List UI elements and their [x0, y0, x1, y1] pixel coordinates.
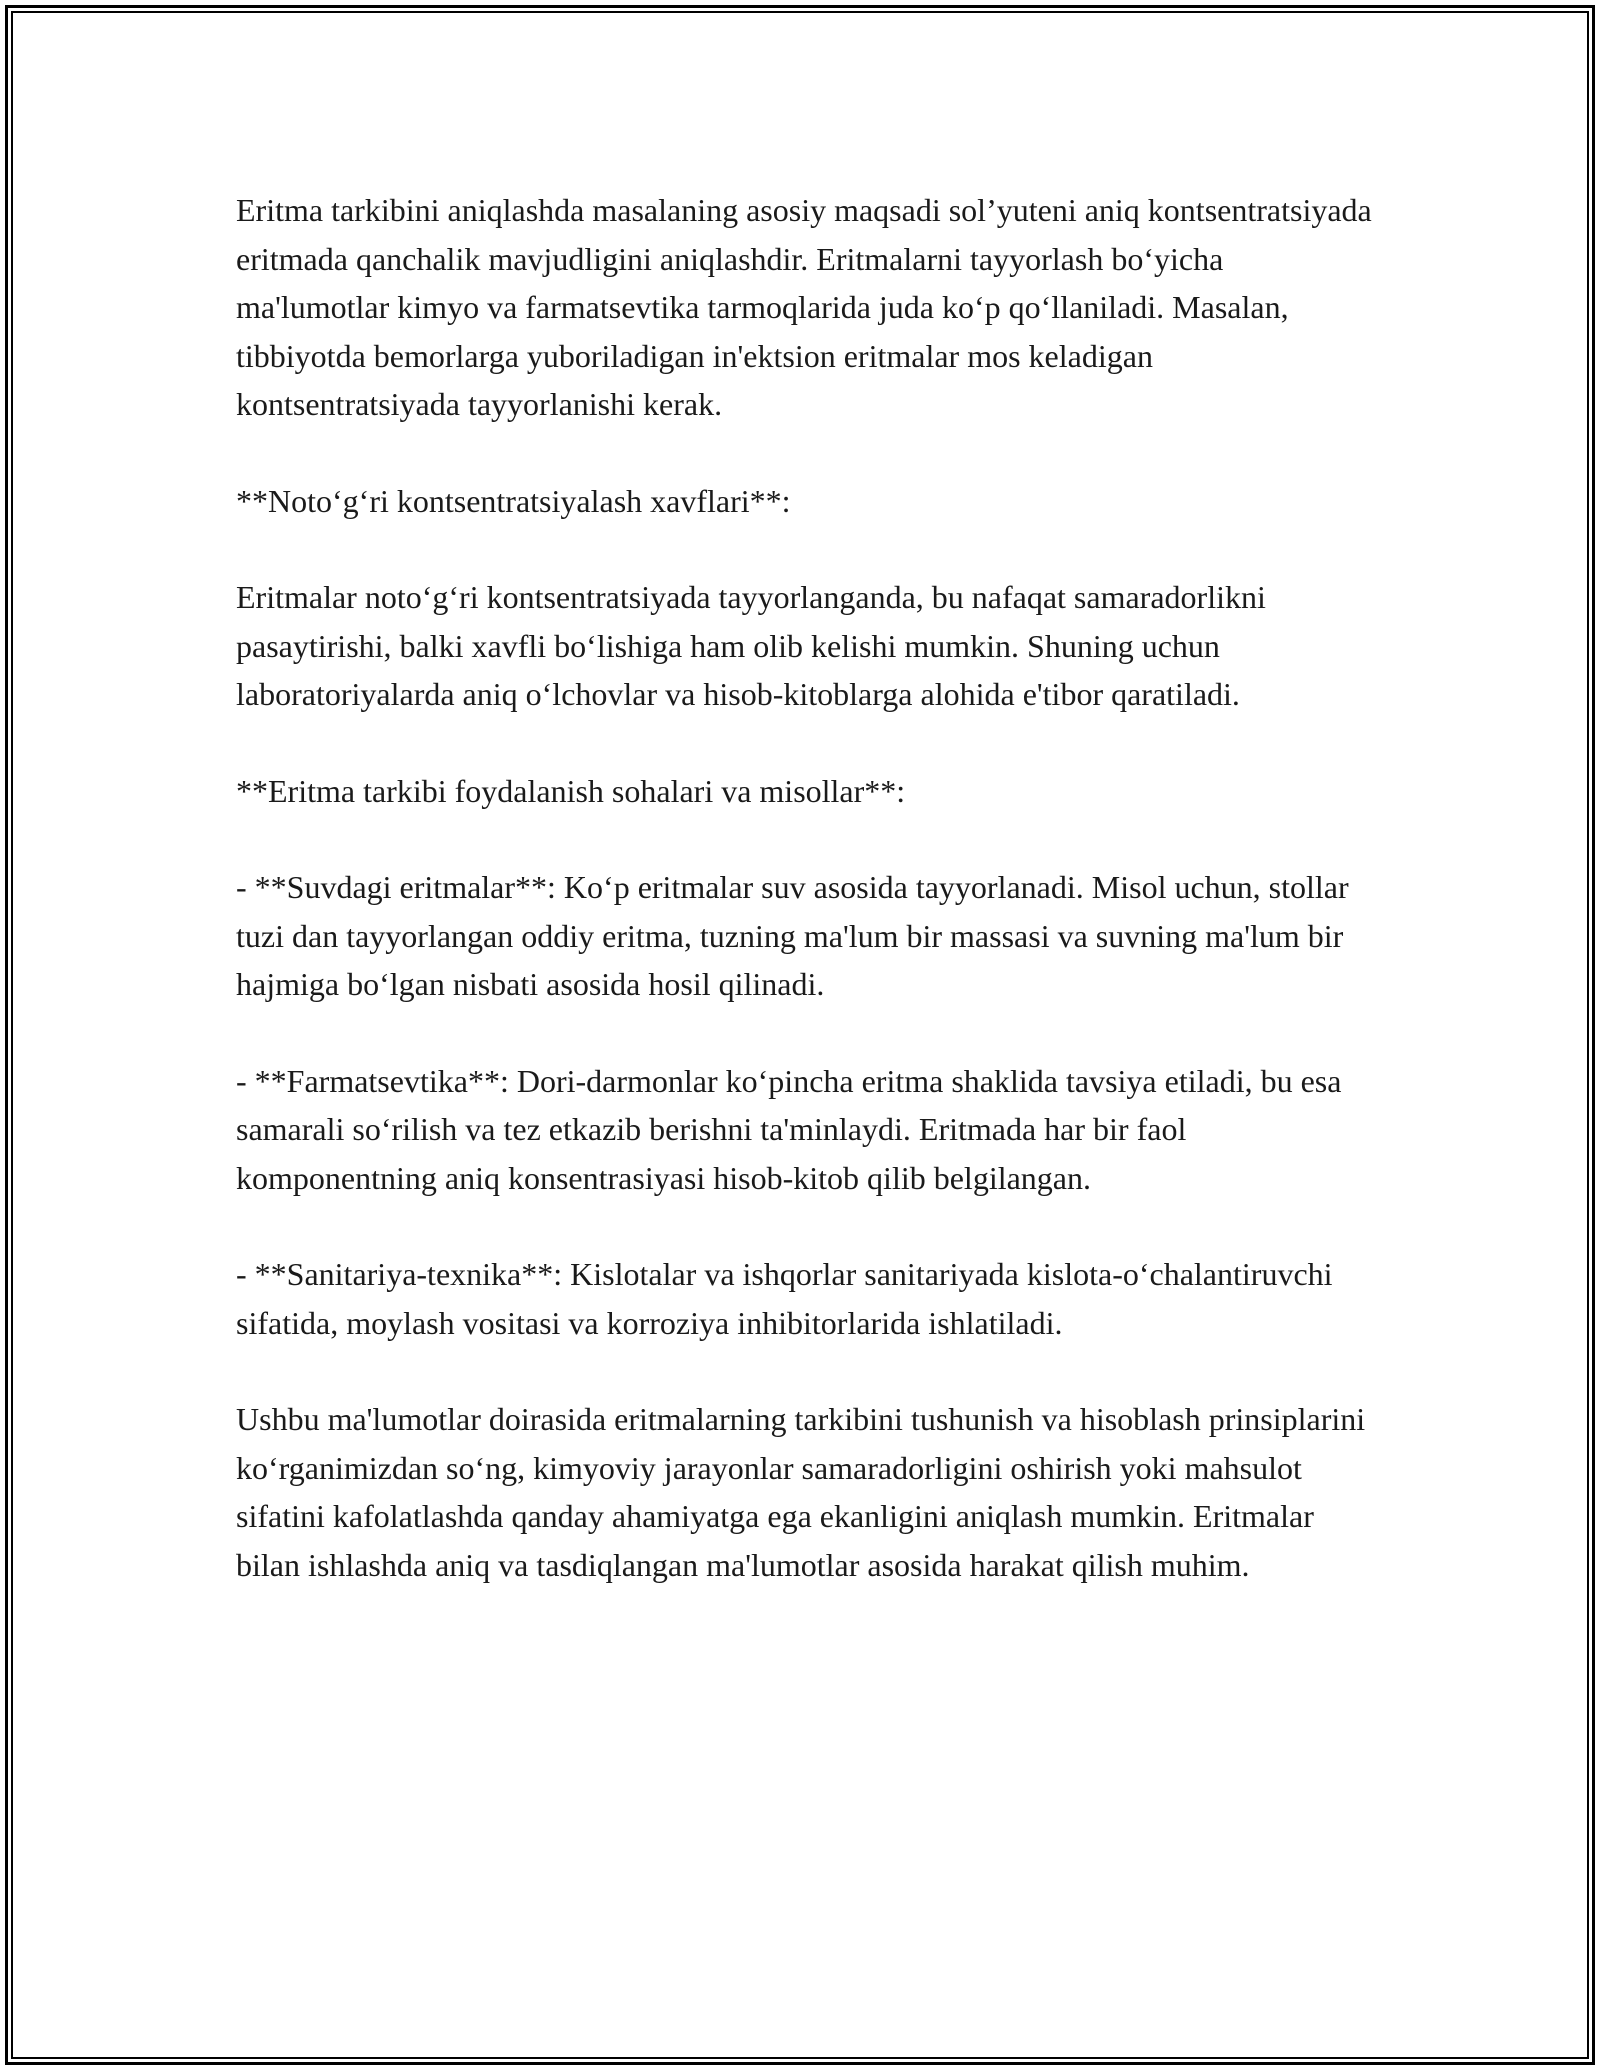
section-heading-risks: **Noto‘g‘ri kontsentratsiyalash xavflari**:: [236, 482, 791, 519]
document-body: [236, 186, 1376, 1637]
list-item-sanitary-engineering: - **Sanitariya-texnika**: Kislotalar va ishqorlar sanitariyada kislota-o‘chalantiruvchi sifatida, moylash vositasi va korroziya inhibitorlarida ishlatiladi.: [236, 1256, 1333, 1341]
section-heading-applications: **Eritma tarkibi foydalanish sohalari va misollar**:: [236, 772, 906, 809]
risks-paragraph: Eritmalar noto‘g‘ri kontsentratsiyada tayyorlanganda, bu nafaqat samaradorlikni pasaytirishi, balki xavfli bo‘lishiga ham olib kelishi mumkin. Shuning uchun laboratoriyalarda aniq o‘lchovlar va hisob-kitoblarga alohida e'tibor qaratiladi.: [236, 579, 1266, 712]
list-item-pharmaceutics: - **Farmatsevtika**: Dori-darmonlar ko‘pincha eritma shaklida tavsiya etiladi, bu esa samarali so‘rilish va tez etkazib berishni ta'minlaydi. Eritmada har bir faol komponentning aniq konsentrasiyasi hisob-kitob qilib belgilangan.: [236, 1062, 1342, 1196]
list-item-water-solutions: - **Suvdagi eritmalar**: Ko‘p eritmalar suv asosida tayyorlanadi. Misol uchun, stollar tuzi dan tayyorlangan oddiy eritma, tuzning ma'lum bir massasi va suvning ma'lum bir hajmiga bo‘lgan nisbati asosida hosil qilinadi.: [236, 869, 1349, 1002]
intro-paragraph: Eritma tarkibini aniqlashda masalaning asosiy maqsadi sol’yuteni aniq kontsentratsiyada eritmada qanchalik mavjudligini aniqlashdir. Eritmalarni tayyorlash bo‘yicha ma'lumotlar kimyo va farmatsevtika tarmoqlarida juda ko‘p qo‘llaniladi. Masalan, tibbiyotda bemorlarga yuboriladigan in'ektsion eritmalar mos keladigan kontsentratsiyada tayyorlanishi kerak.: [236, 192, 1372, 422]
conclusion-paragraph: Ushbu ma'lumotlar doirasida eritmalarning tarkibini tushunish va hisoblash prinsiplarini ko‘rganimizdan so‘ng, kimyoviy jarayonlar samaradorligini oshirish yoki mahsulot sifatini kafolatlashda qanday ahamiyatga ega ekanligini aniqlash mumkin. Eritmalar bilan ishlashda aniq va tasdiqlangan ma'lumotlar asosida harakat qilish muhim.: [236, 1401, 1366, 1583]
